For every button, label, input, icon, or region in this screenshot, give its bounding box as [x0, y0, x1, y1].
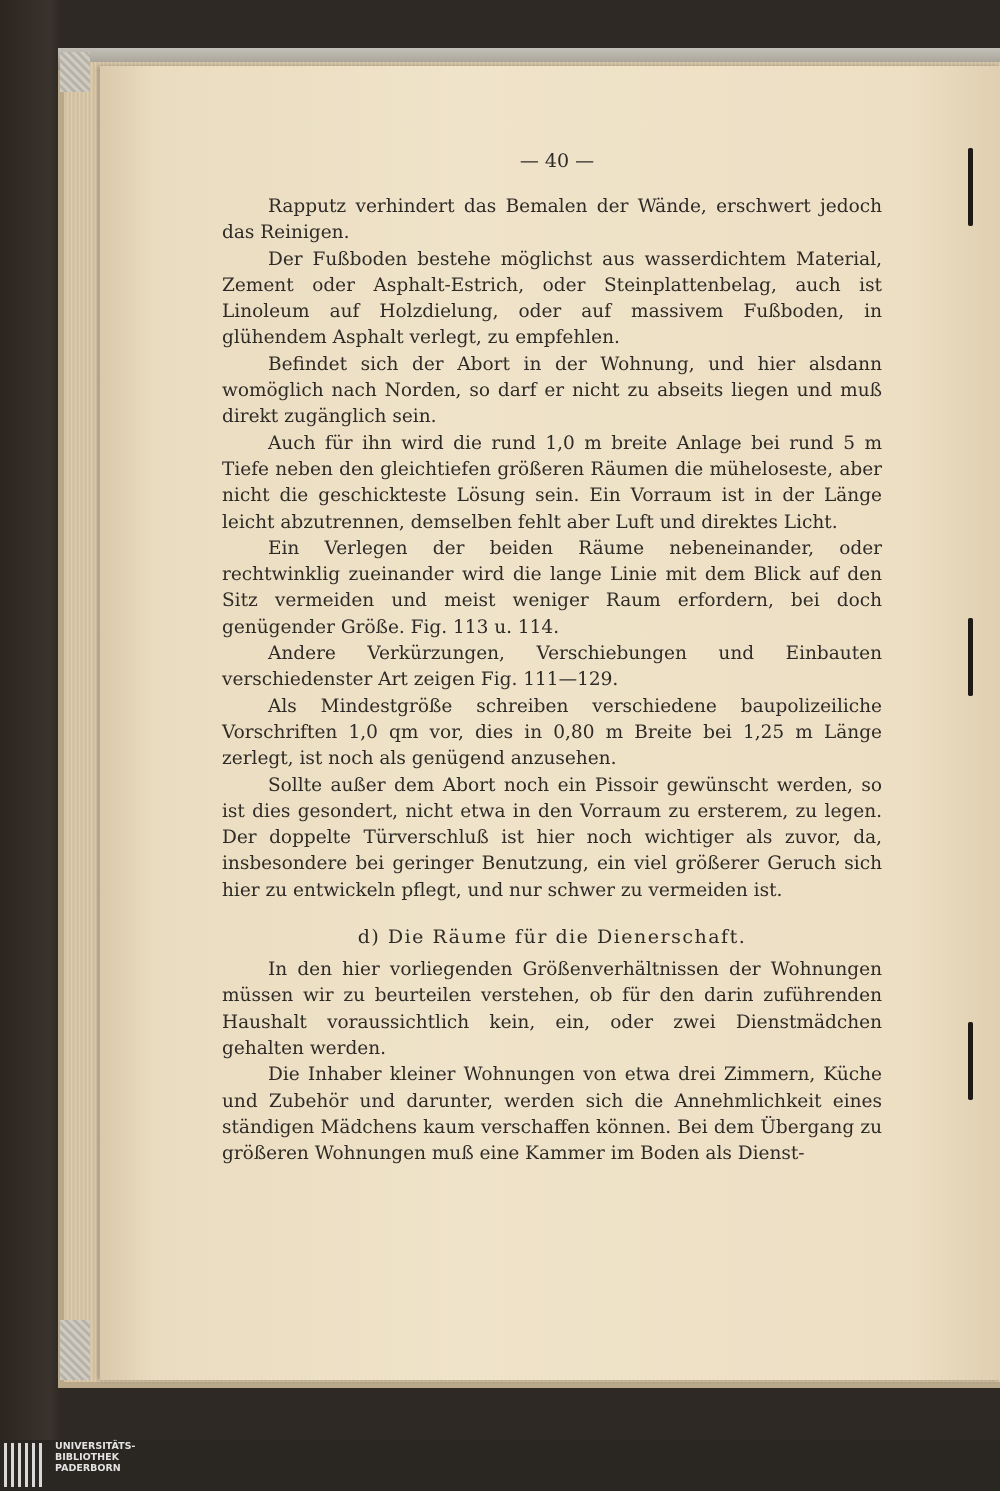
page-edge-marker — [968, 618, 973, 696]
logo-line: UNIVERSITÄTS- — [55, 1441, 136, 1452]
section-heading: d) Die Räume für die Dienerschaft. — [357, 926, 747, 949]
page-number: — 40 — — [519, 150, 595, 172]
paragraph: Als Mindestgröße schreiben verschiedene baupolizeiliche Vorschriften 1,0 qm vor, dies in 0,80 m Breite bei 1,25 m Länge zerlegt, ist noch als genügend anzusehen. — [222, 695, 882, 770]
paragraph: Der Fußboden bestehe möglichst aus wasserdichtem Material, Zement oder Asphalt-Estrich, oder Steinplattenbelag, auch ist Linoleum auf Holzdielung, oder auf massivem Fußboden, in glühendem Asphalt verlegt, zu empfehlen. — [222, 248, 882, 349]
paragraph: Rapputz verhindert das Bemalen der Wände, erschwert jedoch das Reinigen. — [222, 196, 882, 244]
page-edge-marker — [968, 148, 973, 226]
paragraph: Die Inhaber kleiner Wohnungen von etwa drei Zimmern, Küche und Zubehör und darunter, werden sich die Annehmlichkeit eines ständigen Mädchens kaum verschaffen können. Bei dem Übergang zu größeren Wohnungen muß eine Kammer im Boden als Dienst- — [222, 1064, 882, 1165]
paragraph: Ein Verlegen der beiden Räume nebeneinander, oder rechtwinklig zueinander wird die lange Linie mit dem Blick auf den Sitz vermeiden und meist weniger Raum erfordern, bei doch genügender Größe. Fig. 113 u. 114. — [222, 537, 882, 638]
library-logo-text — [55, 1441, 135, 1474]
page-edge-marker — [968, 1022, 973, 1100]
page-text — [222, 150, 882, 1167]
library-logo-icon — [4, 1443, 46, 1491]
cover-corner-bottom — [60, 1320, 90, 1380]
paragraph: Andere Verkürzungen, Verschiebungen und Einbauten verschiedenster Art zeigen Fig. 111—129. — [222, 643, 882, 691]
cover-corner-top — [60, 52, 90, 92]
logo-line: BIBLIOTHEK — [55, 1452, 119, 1463]
footer-bar — [0, 1440, 1000, 1490]
logo-line: PADERBORN — [55, 1463, 121, 1474]
paragraph: Befindet sich der Abort in der Wohnung, und hier alsdann womöglich nach Norden, so darf er nicht zu abseits liegen und muß direkt zugänglich sein. — [222, 353, 882, 428]
paragraph: In den hier vorliegenden Größenverhältnissen der Wohnungen müssen wir zu beurteilen verstehen, ob für den darin zuführenden Haushalt voraussichtlich kein, ein, oder zwei Dienstmädchen gehalten werden. — [222, 959, 882, 1059]
paragraph: Auch für ihn wird die rund 1,0 m breite Anlage bei rund 5 m Tiefe neben den gleichtiefen größeren Räumen die müheloseste, aber nicht die geschickteste Lösung sein. Ein Vorraum ist in der Länge leicht abzutrennen, demselben fehlt aber Luft und direktes Licht. — [222, 432, 882, 533]
paragraph: Sollte außer dem Abort noch ein Pissoir gewünscht werden, so ist dies gesondert, nicht etwa in den Vorraum zu ersterem, zu legen. Der doppelte Türverschluß ist hier noch wichtiger als zuvor, da, insbesondere bei geringer Benutzung, ein viel größerer Geruch sich hier zu entwickeln pflegt, und nur schwer zu vermeiden ist. — [222, 774, 882, 901]
